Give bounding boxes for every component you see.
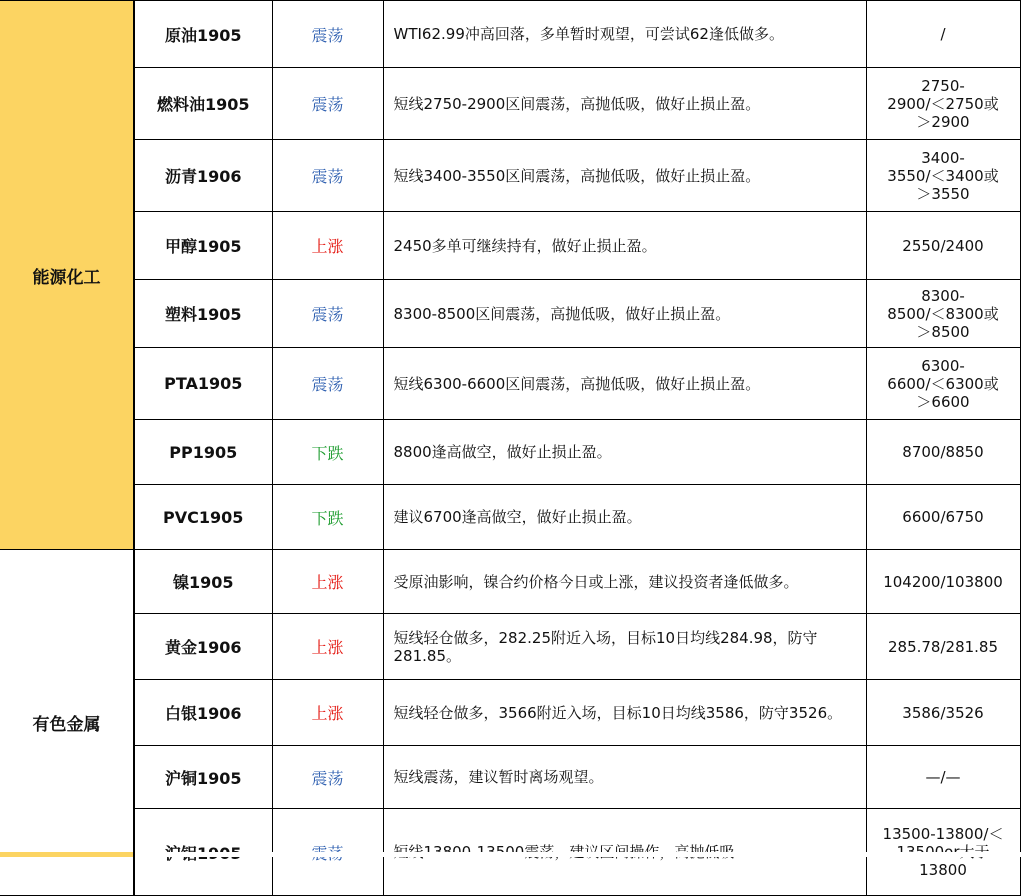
contract-name: 塑料1905 [134,280,272,348]
trend-label: 震荡 [272,348,383,420]
trend-label: 上涨 [272,614,383,680]
strategy-advice: 短线轻仓做多，282.25附近入场，目标10日均线284.98，防守281.85。 [383,614,866,680]
strategy-advice: 2450多单可继续持有，做好止损止盈。 [383,212,866,280]
table-row [0,280,1020,348]
strategy-advice: WTI62.99冲高回落，多单暂时观望，可尝试62逢低做多。 [383,1,866,68]
strategy-advice: 受原油影响，镍合约价格今日或上涨，建议投资者逢低做多。 [383,550,866,614]
strategy-advice: 短线3400-3550区间震荡，高抛低吸，做好止损止盈。 [383,140,866,212]
price-range: —/— [866,746,1020,809]
table-row [0,1,1020,68]
strategy-advice: 短线6300-6600区间震荡，高抛低吸，做好止损止盈。 [383,348,866,420]
next-category-cell-edge [0,852,135,857]
trend-label: 震荡 [272,68,383,140]
contract-name: 白银1906 [134,680,272,746]
table-row [0,550,1020,614]
price-range: 2750- 2900/＜2750或 ＞2900 [866,68,1020,140]
table-row [0,485,1020,550]
contract-name: 甲醇1905 [134,212,272,280]
table-row [0,420,1020,485]
table-row [0,348,1020,420]
contract-name: PTA1905 [134,348,272,420]
table-body [0,1,1020,896]
strategy-advice: 8300-8500区间震荡，高抛低吸，做好止损止盈。 [383,280,866,348]
contract-name: 燃料油1905 [134,68,272,140]
bottom-strip [0,852,1023,857]
price-range: 6600/6750 [866,485,1020,550]
trend-label: 下跌 [272,420,383,485]
category-cell: 有色金属 [0,550,134,896]
table-row [0,212,1020,280]
price-range: 104200/103800 [866,550,1020,614]
table-row [0,746,1020,809]
price-range: 8700/8850 [866,420,1020,485]
trend-label: 震荡 [272,1,383,68]
strategy-advice: 短线2750-2900区间震荡，高抛低吸，做好止损止盈。 [383,68,866,140]
contract-name: 原油1905 [134,1,272,68]
price-range: 8300- 8500/＜8300或 ＞8500 [866,280,1020,348]
price-range: 6300- 6600/＜6300或 ＞6600 [866,348,1020,420]
contract-name: 沪铜1905 [134,746,272,809]
contract-name: 镍1905 [134,550,272,614]
table-row [0,680,1020,746]
table-row [0,68,1020,140]
contract-name: PVC1905 [134,485,272,550]
price-range: 13500-13800/＜ 13800 [866,809,1020,896]
trend-label: 震荡 [272,280,383,348]
strategy-advice: 建议6700逢高做空，做好止损止盈。 [383,485,866,550]
strategy-advice: 8800逢高做空，做好止损止盈。 [383,420,866,485]
contract-name: 沥青1906 [134,140,272,212]
strategy-advice: 短线震荡，建议暂时离场观望。 [383,746,866,809]
price-range: 3400- 3550/＜3400或 ＞3550 [866,140,1020,212]
contract-name: 黄金1906 [134,614,272,680]
category-cell: 能源化工 [0,1,134,550]
table-row [0,614,1020,680]
price-range: 285.78/281.85 [866,614,1020,680]
trend-label: 震荡 [272,746,383,809]
trend-label: 下跌 [272,485,383,550]
table-row [0,140,1020,212]
price-range: / [866,1,1020,68]
trend-label: 上涨 [272,680,383,746]
trend-label: 上涨 [272,212,383,280]
trend-label: 上涨 [272,550,383,614]
strategy-advice: 短线轻仓做多，3566附近入场，目标10日均线3586，防守3526。 [383,680,866,746]
price-range: 2550/2400 [866,212,1020,280]
trend-label: 震荡 [272,140,383,212]
contract-name: PP1905 [134,420,272,485]
price-range: 3586/3526 [866,680,1020,746]
